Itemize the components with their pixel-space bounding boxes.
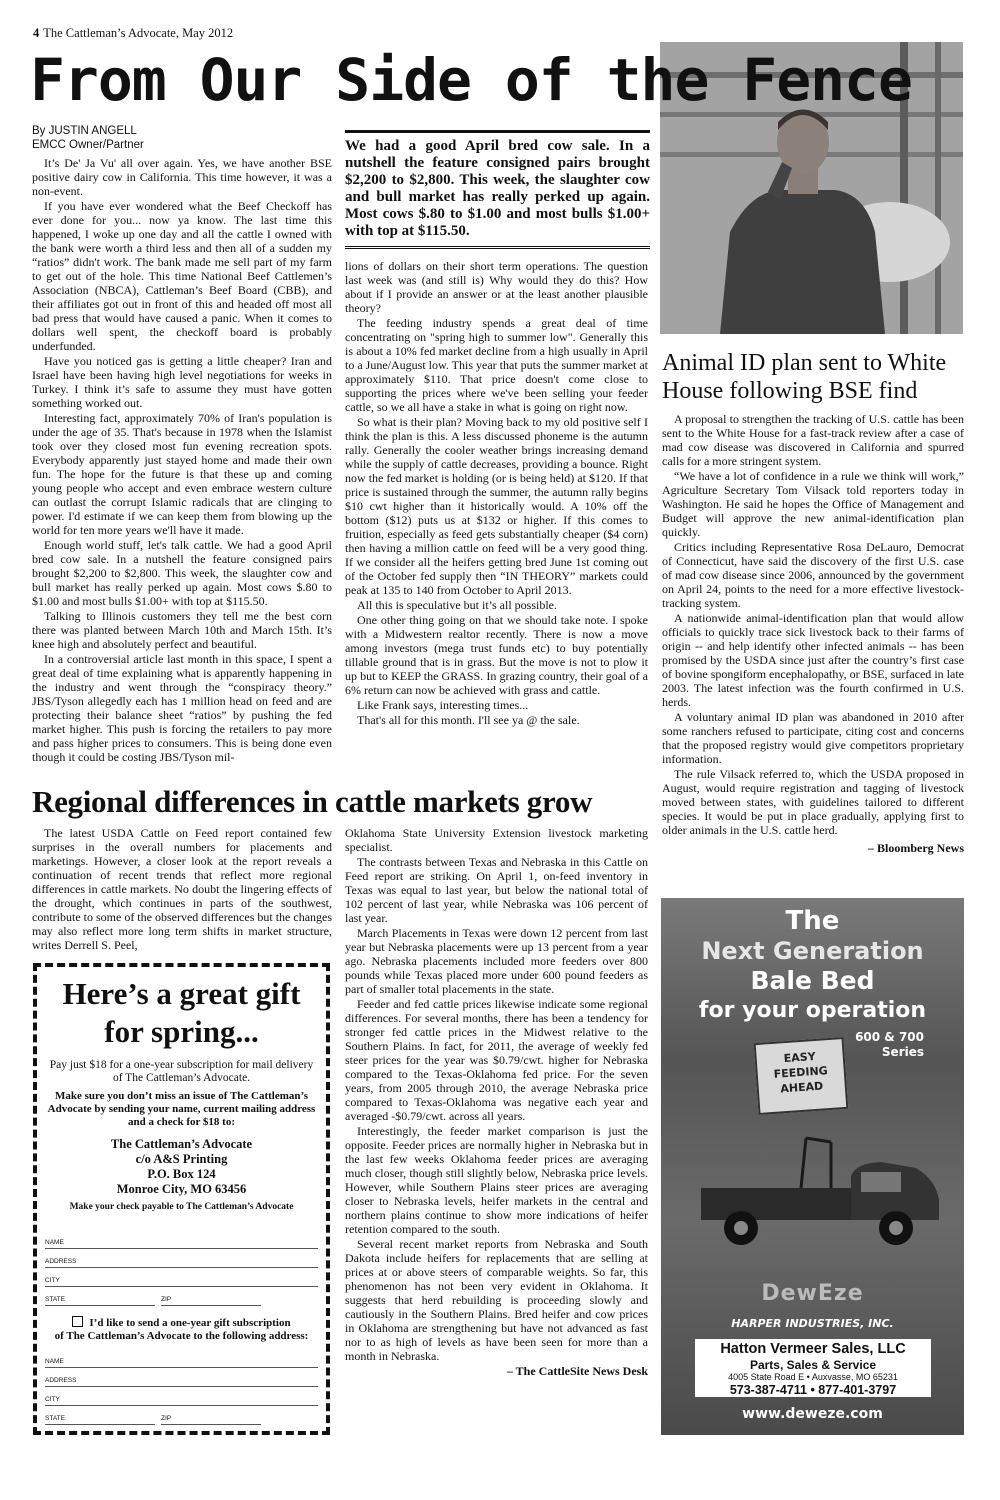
ad-line-4: for your operation (698, 998, 927, 1023)
paragraph: Have you noticed gas is getting a little cheaper? Iran and Israel have been having high level negotiations for weeks in Turkey. I think it’s safe to assume they must have gotten something worked out. (32, 354, 332, 410)
paragraph: lions of dollars on their short term operations. The question last week was (and still is) Why would they do this? How about if I provide an answer or at the least another plausible theory? (345, 259, 648, 315)
badge-line: AHEAD (779, 1079, 824, 1096)
byline-author: By JUSTIN ANGELL (32, 125, 137, 137)
harper-logo: HARPER INDUSTRIES, INC. (731, 1317, 894, 1330)
gift-checkbox[interactable] (72, 1316, 83, 1327)
gift-city-field[interactable]: CITY (45, 1387, 318, 1406)
paragraph: The feeding industry spends a great deal of time concentrating on "spring high to summer low". Generally this is about a 10% fed market decline from a high usually in April to a June/August low. This year that puts the summer market at approximately $110. That price doesn't come close to supporting the prices where we've been selling your feeder cattle, so we all have a stake in what is going on right now. (345, 316, 648, 414)
publication-title: The Cattleman’s Advocate, May 2012 (43, 26, 234, 40)
paragraph: A proposal to strengthen the tracking of U.S. cattle has been sent to the White House for a fast-track review after a case of mad cow disease was discovered in California and spurred calls for a more stringent system. (662, 412, 964, 468)
address-line: The Cattleman’s Advocate (110, 1137, 253, 1151)
subscription-coupon (33, 963, 330, 1435)
dealer-box (695, 1339, 931, 1397)
paragraph: That's all for this month. I'll see ya @ the sale. (357, 713, 580, 727)
column-text-col1 (32, 156, 332, 765)
state-zip-row (45, 1287, 318, 1306)
paragraph: Oklahoma State University Extension livestock marketing specialist. (345, 826, 648, 854)
gift-option (45, 1316, 318, 1343)
address-line: P.O. Box 124 (147, 1167, 216, 1181)
paragraph: March Placements in Texas were down 12 percent from last year but Nebraska placements were up 13 percent from a year ago. Nebraska placements included more feeders over 800 pounds while Texas placed more under 600 pound feeders as part of smaller total placements in the state. (345, 926, 648, 996)
paragraph: “We have a lot of confidence in a rule we think will work,” Agriculture Secretary Tom Vilsack told reporters today in Washington. He said he hopes the Office of Management and Budget will approve the new animal-identification plan quickly. (662, 469, 964, 539)
paragraph: Feeder and fed cattle prices likewise indicate some regional differences. For several months, there has been a tendency for stronger fed cattle prices in the Midwest relative to the Southern Plains. In fact, for 2011, the average of weekly fed steer prices for the year was $0.79/cwt. higher for Nebraska compared to the Texas-Oklahoma fed price. For the seven years, from 2005 through 2010, the average Nebraska price compared to Texas-Oklahoma was negative each year and averaged -$0.79/cwt. across all years. (345, 997, 648, 1123)
paragraph: Critics including Representative Rosa DeLauro, Democrat of Connecticut, have said the discovery of the first U.S. case of mad cow disease since 2006, announced by the government on April 24, points to the need for a more effective livestock-tracking system. (662, 540, 964, 610)
gift-line-1: I’d like to send a one-year gift subscription (89, 1317, 291, 1329)
paragraph: Interesting fact, approximately 70% of Iran's population is under the age of 35. That's because in 1978 when the Islamist took over they closed most fun evening recreation spots. Everybody apparently just stayed home and made their own fun. The hope for the future is that these up and coming young people who accept and even embrace western culture can outlast the corrupt Islamic radicals that are clinging to power. I'd estimate if we can keep them from blowing up the world for ten more years we'll have it made. (32, 411, 332, 537)
ad-line-2: Next Generation (701, 937, 924, 965)
gift-line-2: of The Cattleman’s Advocate to the following address: (54, 1330, 309, 1342)
paragraph: A nationwide animal-identification plan that would allow officials to quickly trace sick livestock back to their farms of origin -- and help identify other infected animals -- has been promised by the USDA since just after the country’s first case of bovine spongiform encephalopathy, or BSE, surfaced in late 2003. The latest infection was the fourth confirmed in U.S. herds. (662, 611, 964, 709)
easy-feeding-badge (754, 1037, 849, 1115)
coupon-headline: Here’s a great gift for spring... (62, 976, 301, 1049)
address-line: c/o A&S Printing (135, 1152, 228, 1166)
coupon-payable: Make your check payable to The Cattleman’s Advocate (69, 1202, 294, 1212)
ad-line-1: The (785, 906, 840, 936)
column-text-col2 (345, 259, 648, 728)
dealer-services: Parts, Sales & Service (749, 1358, 877, 1372)
coupon-instructions: Make sure you don’t miss an issue of The Cattleman’s Advocate by sending your name, current mailing address and a check for $18 to: (47, 1090, 316, 1128)
badge-line: FEEDING (773, 1064, 829, 1081)
gift-address-field[interactable]: ADDRESS (45, 1368, 318, 1387)
article-credit: – Bloomberg News (868, 841, 964, 855)
gift-state-zip-row (45, 1406, 318, 1425)
paragraph: One other thing going on that we should take note. I spoke with a Midwestern realtor recently. There is now a move among investors (mega trust funds etc) to buy potentially tillable ground that is in grass. But the move is not to plow it up but to KEEP the GRASS. In grazing country, their goal of a 6% return can now be achieved with grass and cattle. (345, 613, 648, 697)
paragraph: All this is speculative but it’s all possible. (357, 598, 557, 612)
article-credit: – The CattleSite News Desk (506, 1364, 648, 1378)
regional-col2 (345, 826, 648, 1379)
paragraph: Several recent market reports from Nebraska and South Dakota include heifers for replacements that are selling at prices at or above steers of comparable weights. So far, this phenomenon has not been very evident in Oklahoma. It suggests that herd rebuilding is proceeding slowly and cautiously in the Southern Plains. Bred heifer and cow prices in Oklahoma are strengthening but have not advanced as fast nor to as high of levels as have been seen for more than a month in Nebraska. (345, 1237, 648, 1363)
zip-field[interactable]: ZIP (161, 1296, 261, 1306)
paragraph: A voluntary animal ID plan was abandoned in 2010 after some ranchers refused to participate, citing cost and concerns that the proposed registry would give competitors proprietary information. (662, 710, 964, 766)
deweze-logo: DewEze (761, 1281, 864, 1306)
page-folio (33, 26, 233, 41)
gift-name-field[interactable]: NAME (45, 1349, 318, 1368)
paragraph: In a controversial article last month in this space, I spent a great deal of time explaining what is apparently happening in the industry and went through the “conspiracy theory.” JBS/Tyson allegedly each has 1 million head on feed and are protecting their balance sheet “ratios” by pushing the fed market higher. This push is forcing the retailers to pay more and pass higher prices to consumers. This is being done even though it could be costing JBS/Tyson mil- (32, 652, 332, 764)
ad-line-3: Bale Bed (750, 966, 875, 995)
dealer-address: 4005 State Road E • Auxvasse, MO 65231 (728, 1372, 898, 1382)
state-field[interactable]: STATE (45, 1296, 155, 1306)
series-number: 600 & 700 (855, 1030, 924, 1044)
page-number: 4 (33, 26, 40, 40)
regional-col1 (32, 826, 332, 953)
paragraph: Like Frank says, interesting times... (357, 698, 529, 712)
paragraph: The rule Vilsack referred to, which the USDA proposed in August, would require registration and tagging of livestock moved between states, with guidelines tailored to different species. It would be put in place gradually, applying first to older animals in the U.S. cattle herd. (662, 767, 964, 837)
paragraph: Interestingly, the feeder market comparison is just the opposite. Feeder prices are normally higher in Nebraska but in the last few weeks Oklahoma feeder prices are averaging much closer, though still slightly below, Nebraska price levels. However, while Southern Plains steer prices are averaging closer to Nebraska levels, heifer markets in the central and northern plains continue to show more indications of heifer retention compared to the south. (345, 1124, 648, 1236)
gift-state-field[interactable]: STATE (45, 1415, 155, 1425)
pull-quote: We had a good April bred cow sale. In a nutshell the feature consigned pairs brought $2,200 to $2,800. This week, the slaughter cow and bull market has really perked up again. Most cows $.80 to $1.00 and most bulls $1.00+ with top at $115.50. (345, 130, 650, 249)
dealer-name: Hatton Vermeer Sales, LLC (720, 1341, 906, 1357)
badge-line: EASY (783, 1049, 817, 1066)
city-field[interactable]: CITY (45, 1268, 318, 1287)
byline-role: EMCC Owner/Partner (32, 139, 144, 151)
paragraph: It’s De' Ja Vu' all over again. Yes, we have another BSE positive dairy cow in California. This time however, it was a non-event. (32, 156, 332, 198)
dealer-phones: 573-387-4711 • 877-401-3797 (729, 1383, 897, 1397)
regional-headline: Regional differences in cattle markets grow (32, 784, 593, 819)
truck-illustration (681, 1128, 951, 1268)
byline (32, 124, 144, 152)
coupon-form-1 (45, 1230, 318, 1306)
section-banner: From Our Side of the Fence (30, 46, 912, 114)
paragraph: Enough world stuff, let's talk cattle. We had a good April bred cow sale. In a nutshell the feature consigned pairs brought $2,200 to $2,800. This week, the slaughter cow and bull market has really perked up again. Most cows $.80 to $1.00 and most bulls $1.00+ with top at $115.50. (32, 538, 332, 608)
coupon-offer: Pay just $18 for a one-year subscription for mail delivery of The Cattleman’s Advocate. (49, 1059, 314, 1084)
animal-id-body (662, 412, 964, 856)
paragraph: If you have ever wondered what the Beef Checkoff has ever done for you... now ya know. The last time this happened, I woke up one day and all the cattle I owned with the bank were worth a third less and then all of a sudden my “ratios” didn't work. The bank made me sell part of my farm to get out of the hole. This time National Beef Cattlemen’s Association (NBCA), Cattleman’s Beef Board (CBB), and their affiliates got out in front of this and headed off most all bad press that would have caused a panic. When it comes to dollars well spent, the checkoff board is probably underfunded. (32, 199, 332, 353)
paragraph: So what is their plan? Moving back to my old positive self I think the plan is this. A less discussed phoneme is the autumn rally. Generally the cooler weather brings increasing demand while the supply of cattle decreases, providing a bounce. Right now the fed market is holding (or is being held) at $120. If that price is sustained through the summer, the autumn rally begins $10 cwt higher than it historically would. A 10% off the bottom ($12) puts us at $132 or higher. If this comes to fruition, especially as feed gets substantially cheaper ($4 corn) then having a million cattle on feed will be a very good thing. If we consider all the heifers getting bred June 1st coming out of the October fed supply then “IN THEORY” markets could peak at 135 to 140 from October to April 2013. (345, 415, 648, 597)
gift-zip-field[interactable]: ZIP (161, 1415, 261, 1425)
name-field[interactable]: NAME (45, 1230, 318, 1249)
paragraph: Talking to Illinois customers they tell me the best corn there was planted between March 10th and March 15th. It’s knee high and absolutely perfect and beautiful. (32, 609, 332, 651)
animal-id-headline: Animal ID plan sent to White House following BSE find (662, 350, 947, 404)
coupon-address (45, 1137, 318, 1197)
deweze-advertisement (661, 898, 964, 1435)
paragraph: The contrasts between Texas and Nebraska in this Cattle on Feed report are striking. On April 1, on-feed inventory in Texas was equal to last year, but below the national total of 102 percent of last year, while Nebraska was 106 percent of last year. (345, 855, 648, 925)
coupon-form-2 (45, 1349, 318, 1425)
address-line: Monroe City, MO 63456 (116, 1182, 247, 1196)
paragraph: The latest USDA Cattle on Feed report contained few surprises in the overall numbers for placements and marketings. However, a closer look at the report reveals a continuation of recent trends that reflect more regional differences in cattle markets. No doubt the lingering effects of the drought, which continues in parts of the southwest, contribute to some of the observed differences but the changes may also reflect more long term shifts in market structure, writes Derrell S. Peel, (32, 826, 333, 952)
series-label: Series (881, 1045, 924, 1059)
address-field[interactable]: ADDRESS (45, 1249, 318, 1268)
ad-website: www.deweze.com (742, 1406, 883, 1422)
